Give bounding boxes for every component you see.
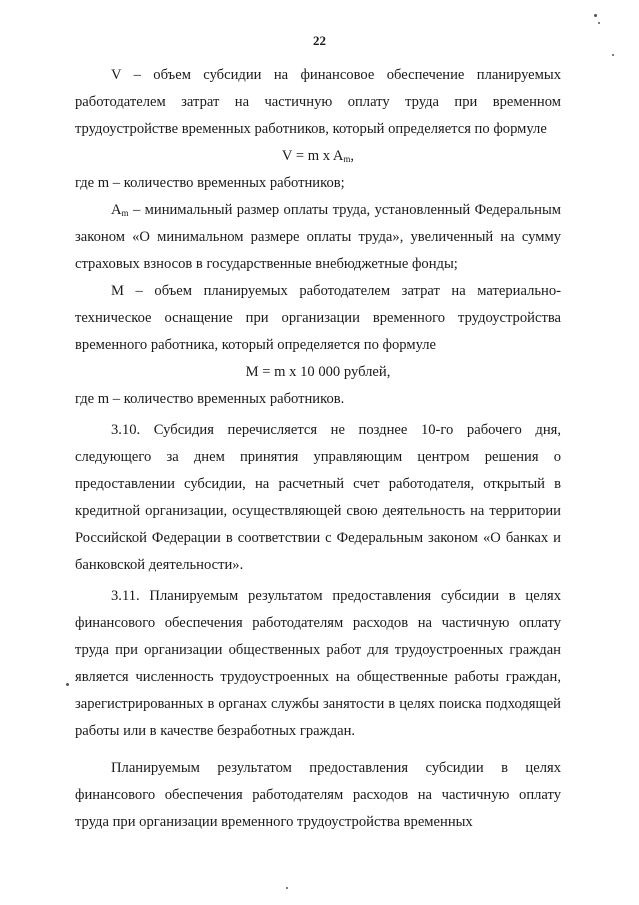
paragraph-planned-result: Планируемым результатом предоставления субсидии в целях финансового обеспечения работодателям расходов на частичную оплату труда при организации временного трудоустройства временных (75, 760, 561, 830)
document-body (75, 62, 561, 836)
formula-v-end: , (350, 148, 355, 164)
formula-v-subscript: m (343, 154, 351, 164)
paragraph-am-definition (75, 197, 561, 278)
am-label: A (111, 202, 122, 218)
formula-v-main: V = m x A (281, 148, 344, 164)
paragraph-m-definition-2: где m – количество временных работников. (75, 391, 345, 407)
scan-speck (598, 22, 600, 24)
paragraph-v-definition: V – объем субсидии на финансовое обеспечение планируемых работодателем затрат на частичную оплату труда при временном трудоустройстве временных работников, который определяется по формуле (75, 67, 561, 137)
scan-speck (594, 14, 597, 17)
paragraph-m-definition-1: где m – количество временных работников; (75, 175, 345, 191)
clause-3-11: 3.11. Планируемым результатом предоставления субсидии в целях финансового обеспечения работодателям расходов на частичную оплату труда при организации общественных работ для трудоустроенных граждан является численность трудоустроенных на общественные работы граждан, зарегистрированных в органах службы занятости в целях поиска подходящей работы или в качестве безработных граждан. (75, 588, 561, 739)
clause-3-10: 3.10. Субсидия перечисляется не позднее 10-го рабочего дня, следующего за днем принятия управляющим центром решения о предоставлении субсидии, на расчетный счет работодателя, открытый в кредитной организации, осуществляющей свою деятельность на территории Российской Федерации в соответствии с Федеральным законом «О банках и банковской деятельности». (75, 422, 561, 573)
scan-speck (612, 54, 614, 56)
scan-speck (286, 887, 288, 889)
scan-speck (66, 683, 69, 686)
formula-m: M = m x 10 000 рублей, (245, 364, 391, 380)
paragraph-m-cost-definition: M – объем планируемых работодателем затрат на материально-техническое оснащение при организации временного трудоустройства временного работника, который определяется по формуле (75, 283, 561, 353)
am-definition-text: – минимальный размер оплаты труда, установленный Федеральным законом «О минимальном размере оплаты труда», увеличенный на сумму страховых взносов в государственные внебюджетные фонды; (75, 202, 561, 272)
formula-v (75, 143, 561, 170)
am-subscript: m (121, 208, 129, 218)
page-number: 22 (313, 33, 326, 48)
